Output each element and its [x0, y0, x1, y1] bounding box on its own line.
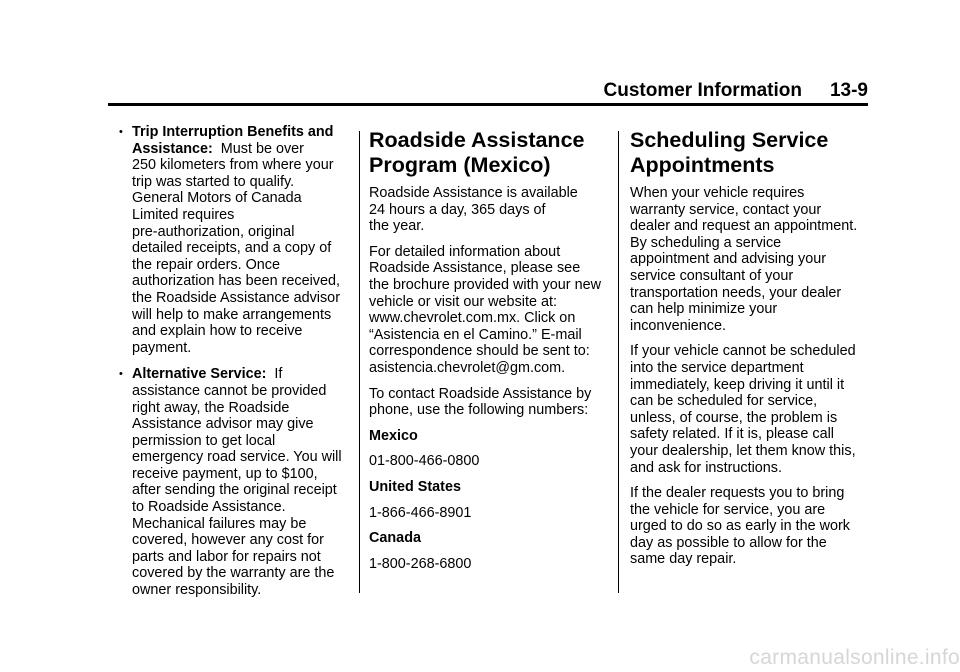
contact-phone: 1-866-466-8901 — [369, 504, 472, 521]
paragraph: If your vehicle cannot be scheduled into the service department immediately, keep driving it until it can be scheduled for service, unless, of course, the problem is safety related. If it is, please call your dealership, let them know this, and ask for instructions. — [630, 343, 856, 476]
column-divider-left — [359, 131, 360, 593]
right-column — [630, 124, 870, 577]
bullet-label: Alternative Service: — [132, 366, 267, 383]
paragraph: For detailed information about Roadside Assistance, please see the brochure provided with your new vehicle or visit our website at: www.chevrolet.com.mx. Click on “Asistencia en el Camino.” E-mail correspondence should be sent to: asistencia.chevrolet@gm.com. — [369, 243, 601, 376]
paragraph: Roadside Assistance is available 24 hours a day, 365 days of the year. — [369, 185, 578, 235]
bullet-text: Trip Interruption Benefits and Assistance: Must be over 250 kilometers from where your trip was started to qualify. General Motors of Canada Limited requires pre-authorization, original detailed receipts, and a copy of the repair orders. Once authorization has been received, the Roadside Assistance advisor will help to make arrangements and explain how to receive payment. — [132, 124, 341, 356]
left-column — [108, 124, 352, 609]
section-title: Customer Information — [603, 80, 802, 101]
contact-phone: 1-800-268-6800 — [369, 555, 472, 572]
contact-country: Canada — [369, 530, 421, 547]
website-link[interactable]: www.chevrolet.com.mx. Click on — [369, 310, 576, 327]
bullet-trip-interruption — [108, 124, 352, 356]
running-header — [108, 79, 868, 103]
column-divider-right — [618, 131, 619, 593]
bullet-label: Trip Interruption Benefits and Assistance: — [132, 124, 334, 157]
paragraph: If the dealer requests you to bring the vehicle for service, you are urged to do so as early in the work day as possible to allow for the same day repair. — [630, 485, 850, 568]
header-rule — [108, 103, 868, 106]
page-number: 13-9 — [829, 80, 868, 101]
bullet-dot: • — [119, 368, 123, 381]
watermark: carmanualsonline.info — [749, 646, 960, 669]
contact-country: United States — [369, 478, 461, 495]
bullet-dot: • — [119, 126, 123, 138]
contact-phone: 01-800-466-0800 — [369, 453, 480, 470]
bullet-text: Alternative Service: If assistance cannot be provided right away, the Roadside Assistance advisor may give permission to get local emergency road service. You will receive payment, up to $100, after sending the original receipt to Roadside Assistance. Mechanical failures may be covered, however any cost for parts and labor for repairs not covered by the warranty are the owner responsibility. — [132, 366, 342, 599]
section-heading-roadside: Roadside Assistance Program (Mexico) — [369, 128, 585, 177]
contact-country: Mexico — [369, 427, 418, 444]
middle-column — [369, 124, 615, 581]
section-heading-scheduling: Scheduling Service Appointments — [630, 128, 829, 177]
email-link[interactable]: asistencia.chevrolet@gm.com. — [369, 359, 566, 376]
bullet-alternative-service — [108, 366, 352, 598]
paragraph: When your vehicle requires warranty service, contact your dealer and request an appointment. By scheduling a service appointment and advising your service consultant of your transportation needs, your dealer can help minimize your inconvenience. — [630, 185, 858, 334]
paragraph: To contact Roadside Assistance by phone, use the following numbers: — [369, 385, 592, 419]
